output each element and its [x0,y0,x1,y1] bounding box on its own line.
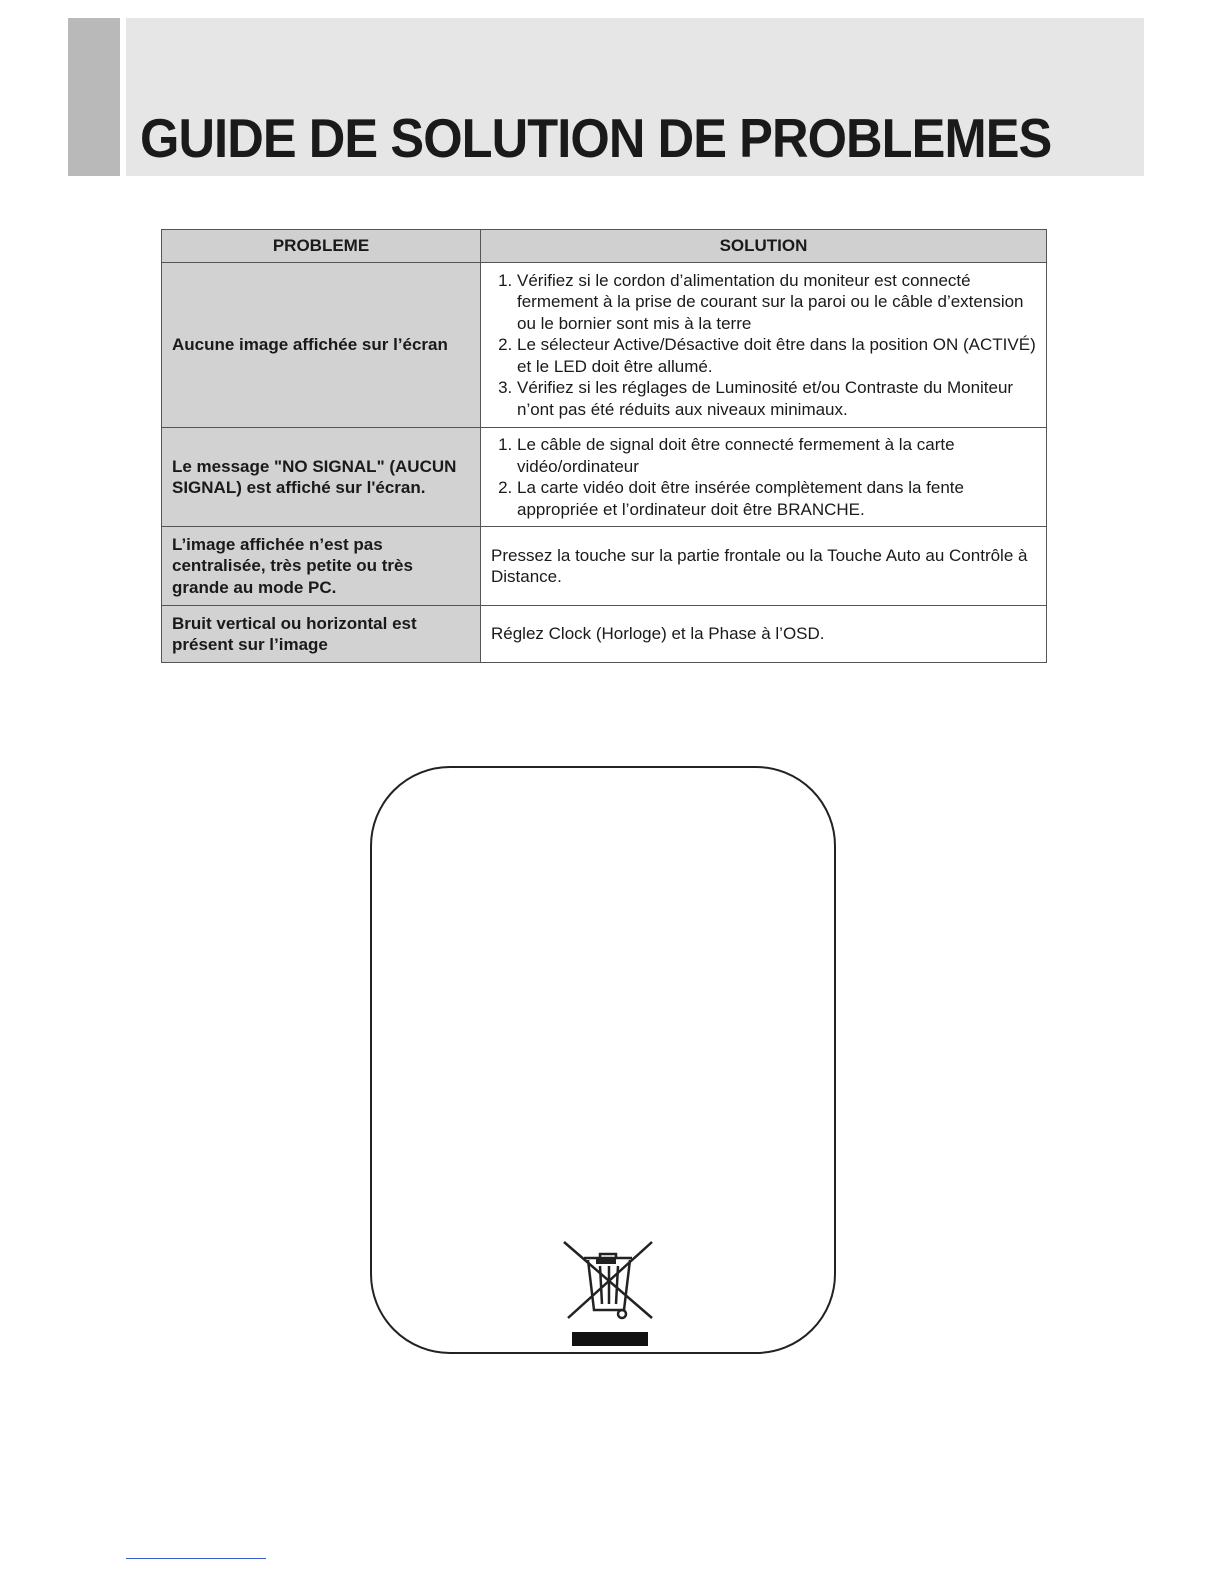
table-row [162,428,1047,527]
table-row [162,527,1047,606]
problem-cell: Le message "NO SIGNAL" (AUCUN SIGNAL) est affiché sur l'écran. [162,428,481,527]
solution-list [491,434,1036,520]
solution-step: 2. La carte vidéo doit être insérée complètement dans la fente appropriée et l’ordinateur doit être BRANCHE. [517,477,1036,520]
solution-step: 1. Le câble de signal doit être connecté fermement à la carte vidéo/ordinateur [517,434,1036,477]
solution-cell: Pressez la touche sur la partie frontale ou la Touche Auto au Contrôle à Distance. [481,527,1047,606]
table-row [162,606,1047,663]
problem-cell: Bruit vertical ou horizontal est présent sur l’image [162,606,481,663]
table-row [162,263,1047,428]
problem-cell: Aucune image affichée sur l’écran [162,263,481,428]
troubleshooting-table [161,229,1047,663]
column-header-solution: SOLUTION [481,230,1047,263]
table-header-row [162,230,1047,263]
problem-cell: L’image affichée n’est pas centralisée, très petite ou très grande au mode PC. [162,527,481,606]
solution-step: 1. Vérifiez si le cordon d’alimentation du moniteur est connecté fermement à la prise de courant sur la paroi ou le câble d’extension ou le bornier sont mis à la terre [517,270,1036,335]
solution-step: 2. Le sélecteur Active/Désactive doit être dans la position ON (ACTIVÉ) et le LED doit être allumé. [517,334,1036,377]
solution-step: 3. Vérifiez si les réglages de Luminosité et/ou Contraste du Moniteur n’ont pas été réduits aux niveaux minimaux. [517,377,1036,420]
solution-list [491,270,1036,421]
solution-cell: Réglez Clock (Horloge) et la Phase à l’OSD. [481,606,1047,663]
crossed-out-wheelie-bin-icon [560,1238,656,1350]
solution-cell [481,428,1047,527]
column-header-problem: PROBLEME [162,230,481,263]
solution-cell [481,263,1047,428]
page-title: GUIDE DE SOLUTION DE PROBLEMES [140,107,1052,169]
footer-link-rule [126,1558,266,1559]
side-tab-marker [68,18,120,176]
